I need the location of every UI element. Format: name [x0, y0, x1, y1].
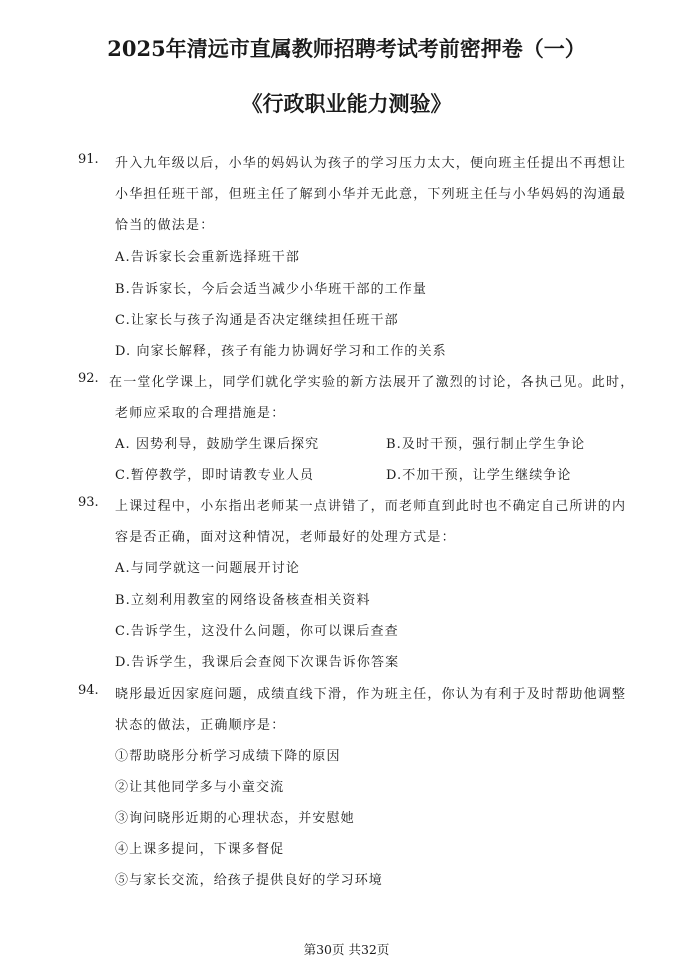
- question-stem-line: 容是否正确，面对这种情况，老师最好的处理方式是：: [115, 530, 456, 545]
- option-d: D.不加干预，让学生继续争论: [386, 468, 572, 483]
- option-c: C.暂停教学，即时请教专业人员: [115, 468, 315, 483]
- option-d: D.告诉学生，我课后会查阅下次课告诉你答案: [115, 655, 400, 670]
- page-subtitle: 《行政职业能力测验》: [241, 91, 452, 116]
- question-number: 91.: [78, 152, 99, 167]
- question-stem-line: 老师应采取的合理措施是：: [115, 406, 286, 421]
- option-a: A. 因势利导，鼓励学生课后探究: [115, 437, 320, 452]
- question-number: 93.: [78, 495, 99, 510]
- question-stem-line: 在一堂化学课上，同学们就化学实验的新方法展开了激烈的讨论，各执己见。此时，: [109, 375, 635, 390]
- option-4: ④上课多提问，下课多督促: [115, 842, 285, 857]
- option-c: C.让家长与孩子沟通是否决定继续担任班干部: [115, 313, 399, 328]
- question-number: 92.: [78, 371, 99, 386]
- option-b: B.及时干预，强行制止学生争论: [386, 437, 586, 452]
- option-a: A.与同学就这一问题展开讨论: [115, 561, 300, 576]
- option-d: D. 向家长解释，孩子有能力协调好学习和工作的关系: [115, 344, 447, 359]
- question-stem-line: 恰当的做法是：: [115, 218, 215, 233]
- question-stem-line: 状态的做法，正确顺序是：: [115, 718, 286, 733]
- question-number: 94.: [78, 683, 99, 698]
- question-stem-line: 上课过程中，小东指出老师某一点讲错了，而老师直到此时也不确定自己所讲的内: [115, 499, 627, 514]
- option-b: B.立刻利用教室的网络设备核查相关资料: [115, 593, 371, 608]
- option-3: ③询问晓彤近期的心理状态，并安慰她: [115, 811, 355, 826]
- page-title: 2025年清远市直属教师招聘考试考前密押卷（一）: [107, 36, 586, 61]
- option-5: ⑤与家长交流，给孩子提供良好的学习环境: [115, 873, 383, 888]
- question-stem-line: 小华担任班干部，但班主任了解到小华并无此意，下列班主任与小华妈妈的沟通最: [115, 187, 627, 202]
- option-b: B.告诉家长，今后会适当减少小华班干部的工作量: [115, 282, 427, 297]
- option-1: ①帮助晓彤分析学习成绩下降的原因: [115, 749, 341, 764]
- question-stem-line: 升入九年级以后，小华的妈妈认为孩子的学习压力太大，便向班主任提出不再想让: [115, 156, 627, 171]
- option-2: ②让其他同学多与小童交流: [115, 780, 285, 795]
- option-a: A.告诉家长会重新选择班干部: [115, 250, 300, 265]
- option-c: C.告诉学生，这没什么问题，你可以课后查查: [115, 624, 399, 639]
- page-footer: 第30页 共32页: [303, 942, 390, 957]
- question-stem-line: 晓彤最近因家庭问题，成绩直线下滑，作为班主任，你认为有利于及时帮助他调整: [115, 687, 627, 702]
